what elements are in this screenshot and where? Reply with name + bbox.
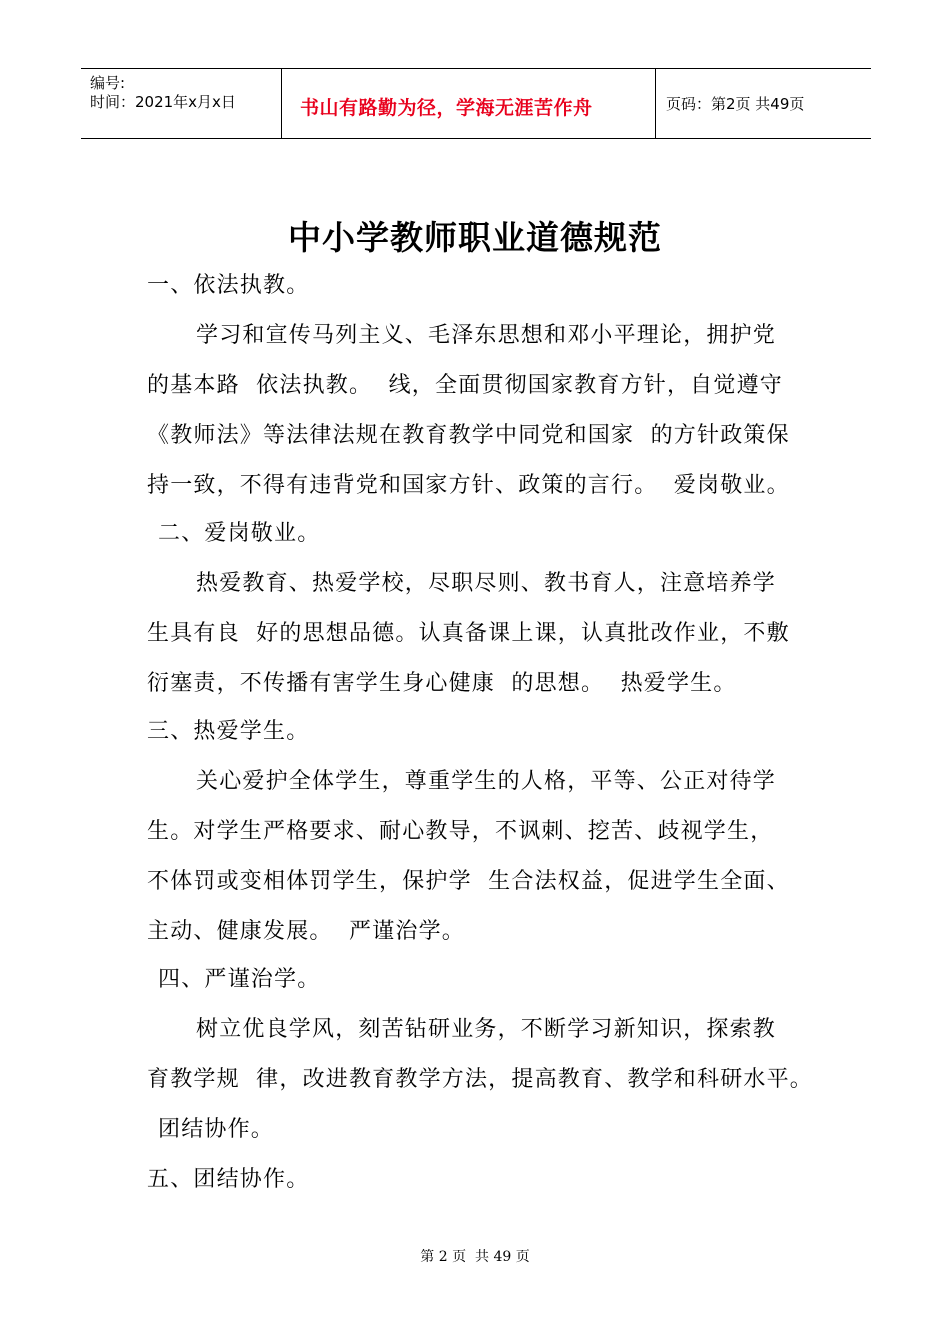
body-line: 育教学规 律，改进教育教学方法，提高教育、教学和科研水平。: [147, 1067, 813, 1092]
header-page-info: 页码：第2页 共49页: [666, 95, 805, 113]
body-line: 学习和宣传马列主义、毛泽东思想和邓小平理论，拥护党: [196, 323, 777, 348]
body-line: 热爱教育、热爱学校，尽职尽则、教书育人，注意培养学: [196, 571, 777, 596]
header-motto: 书山有路勤为径，学海无涯苦作舟: [300, 97, 593, 119]
section-heading-4: 四、严谨治学。: [158, 967, 321, 992]
header-left-cell: [81, 69, 282, 138]
body-line: 团结协作。: [158, 1117, 275, 1142]
document-title: 中小学教师职业道德规范: [288, 218, 662, 257]
body-line: 树立优良学风，刻苦钻研业务，不断学习新知识，探索教: [196, 1017, 777, 1042]
document-number-label: 编号:: [90, 74, 126, 92]
page-footer: 第 2 页 共 49 页: [420, 1249, 530, 1265]
body-line: 生具有良 好的思想品德。认真备课上课，认真批改作业，不敷: [147, 621, 790, 646]
section-heading-5: 五、团结协作。: [147, 1167, 310, 1192]
body-line: 不体罚或变相体罚学生，保护学 生合法权益，促进学生全面、: [147, 869, 790, 894]
header-motto-cell: [282, 69, 656, 138]
section-heading-1: 一、依法执教。: [147, 273, 310, 298]
section-heading-2: 二、爱岗敬业。: [158, 521, 321, 546]
page-header: [81, 68, 871, 139]
body-line: 持一致，不得有违背党和国家方针、政策的言行。 爱岗敬业。: [147, 473, 790, 498]
header-right-cell: [656, 69, 871, 138]
document-date-label: 时间：2021年x月x日: [90, 93, 236, 111]
body-line: 关心爱护全体学生，尊重学生的人格，平等、公正对待学: [196, 769, 777, 794]
body-line: 生。对学生严格要求、耐心教导，不讽刺、挖苦、歧视学生，: [147, 819, 774, 844]
section-heading-3: 三、热爱学生。: [147, 719, 310, 744]
body-line: 的基本路 依法执教。 线，全面贯彻国家教育方针，自觉遵守: [147, 373, 783, 398]
body-line: 衍塞责，不传播有害学生身心健康 的思想。 热爱学生。: [147, 671, 737, 696]
body-line: 主动、健康发展。 严谨治学。: [147, 919, 465, 944]
body-line: 《教师法》等法律法规在教育教学中同党和国家 的方针政策保: [147, 423, 790, 448]
